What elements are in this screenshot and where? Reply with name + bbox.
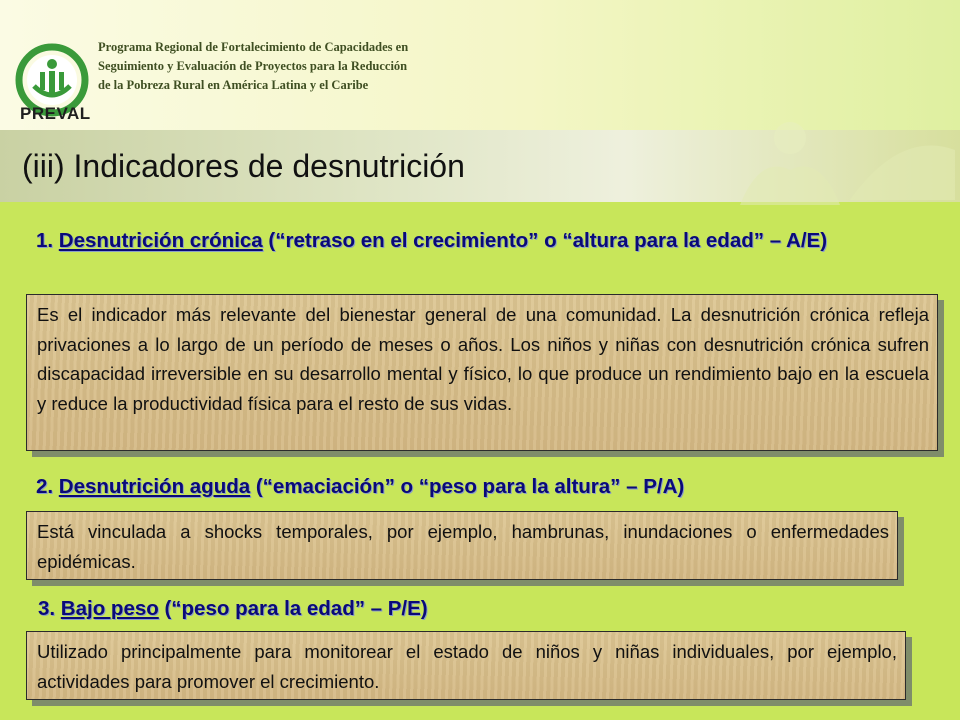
logo-wordmark: PREVAL <box>20 104 91 123</box>
section-term: Bajo peso <box>60 597 159 620</box>
decorative-figure-icon <box>730 110 960 220</box>
definition-text: Utilizado principalmente para monitorear el estado de niños y niñas individuales, por ejemplo, actividades para promover el crecimiento. <box>37 641 897 692</box>
program-line: Programa Regional de Fortalecimiento de Capacidades en <box>98 40 409 54</box>
section-description: (“emaciación” o “peso para la altura” – P/A) <box>250 475 685 498</box>
section-term: Desnutrición crónica <box>58 229 263 252</box>
section-number: 1. <box>36 229 59 252</box>
definition-box-aguda <box>26 511 898 580</box>
definition-text: Está vinculada a shocks temporales, por ejemplo, hambrunas, inundaciones o enfermedades epidémicas. <box>37 521 889 572</box>
page-title: (iii) Indicadores de desnutrición <box>22 148 465 184</box>
section-number: 2. <box>36 475 59 498</box>
definition-box-bajo-peso <box>26 631 906 700</box>
program-line: Seguimiento y Evaluación de Proyectos para la Reducción <box>98 59 408 73</box>
definition-text: Es el indicador más relevante del bienestar general de una comunidad. La desnutrición crónica refleja privaciones a lo largo de un período de meses o años. Los niños y niñas con desnutrición crónica sufren discapacidad irreversible en su desarrollo mental y físico, lo que produce un rendimiento bajo en la escuela y reduce la productividad física para el resto de sus vidas. <box>37 304 929 414</box>
definition-box-cronica <box>26 294 938 451</box>
section-term: Desnutrición aguda <box>58 475 251 498</box>
section-number: 3. <box>38 597 61 620</box>
section-heading-cronica <box>36 228 916 254</box>
program-description <box>98 38 498 95</box>
section-description: (“peso para la edad” – P/E) <box>158 597 428 620</box>
program-line: de la Pobreza Rural en América Latina y el Caribe <box>98 78 369 92</box>
section-heading-bajo-peso <box>38 596 918 622</box>
section-description: (“retraso en el crecimiento” o “altura para la edad” – A/E) <box>262 229 828 252</box>
section-heading-aguda <box>36 474 916 500</box>
